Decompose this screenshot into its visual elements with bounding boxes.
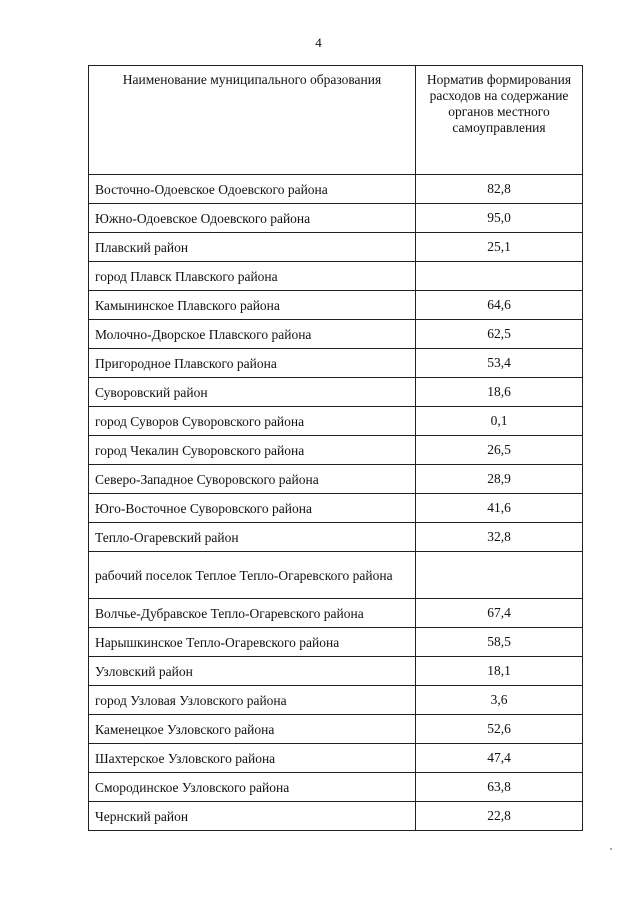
norm-value: 95,0 <box>416 204 583 233</box>
norm-value: 18,1 <box>416 657 583 686</box>
table-row <box>89 802 583 831</box>
norm-value: 28,9 <box>416 465 583 494</box>
table-row <box>89 436 583 465</box>
norm-value: 63,8 <box>416 773 583 802</box>
norm-value: 64,6 <box>416 291 583 320</box>
table-header-row <box>89 66 583 175</box>
table-row <box>89 628 583 657</box>
norm-value: 3,6 <box>416 686 583 715</box>
norm-value: 22,8 <box>416 802 583 831</box>
municipality-name: Камынинское Плавского района <box>89 291 416 320</box>
table-row <box>89 773 583 802</box>
norm-value: 82,8 <box>416 175 583 204</box>
norms-table <box>88 65 583 831</box>
municipality-name: Восточно-Одоевское Одоевского района <box>89 175 416 204</box>
municipality-name: Тепло-Огаревский район <box>89 523 416 552</box>
table-row <box>89 378 583 407</box>
table-row <box>89 686 583 715</box>
table-row <box>89 407 583 436</box>
norm-value: 62,5 <box>416 320 583 349</box>
table-row <box>89 599 583 628</box>
norm-value: 52,6 <box>416 715 583 744</box>
header-value-cell: Норматив формирования расходов на содержание органов местного самоуправления <box>416 66 583 175</box>
norm-value <box>416 262 583 291</box>
norm-value <box>416 552 583 599</box>
table-row <box>89 291 583 320</box>
table-row <box>89 744 583 773</box>
municipality-name: рабочий поселок Теплое Тепло-Огаревского района <box>89 552 416 599</box>
table-row <box>89 349 583 378</box>
table-row <box>89 552 583 599</box>
municipality-name: Шахтерское Узловского района <box>89 744 416 773</box>
scan-speck <box>610 848 612 850</box>
norm-value: 58,5 <box>416 628 583 657</box>
municipality-name: Узловский район <box>89 657 416 686</box>
norm-value: 32,8 <box>416 523 583 552</box>
header-name-cell: Наименование муниципального образования <box>89 66 416 175</box>
table-row <box>89 494 583 523</box>
municipality-name: Пригородное Плавского района <box>89 349 416 378</box>
municipality-name: Южно-Одоевское Одоевского района <box>89 204 416 233</box>
norm-value: 67,4 <box>416 599 583 628</box>
norm-value: 0,1 <box>416 407 583 436</box>
municipality-name: Юго-Восточное Суворовского района <box>89 494 416 523</box>
table-row <box>89 657 583 686</box>
norm-value: 26,5 <box>416 436 583 465</box>
municipality-name: Чернский район <box>89 802 416 831</box>
table-row <box>89 320 583 349</box>
norm-value: 18,6 <box>416 378 583 407</box>
table-row <box>89 465 583 494</box>
municipality-name: Молочно-Дворское Плавского района <box>89 320 416 349</box>
norm-value: 53,4 <box>416 349 583 378</box>
municipality-name: Волчье-Дубравское Тепло-Огаревского района <box>89 599 416 628</box>
norm-value: 47,4 <box>416 744 583 773</box>
municipality-name: город Узловая Узловского района <box>89 686 416 715</box>
norm-value: 25,1 <box>416 233 583 262</box>
municipality-name: Нарышкинское Тепло-Огаревского района <box>89 628 416 657</box>
table-row <box>89 715 583 744</box>
page-number: 4 <box>315 35 322 50</box>
table-row <box>89 262 583 291</box>
municipality-name: Каменецкое Узловского района <box>89 715 416 744</box>
municipality-name: Суворовский район <box>89 378 416 407</box>
municipality-name: Смородинское Узловского района <box>89 773 416 802</box>
municipality-name: город Плавск Плавского района <box>89 262 416 291</box>
municipality-name: город Суворов Суворовского района <box>89 407 416 436</box>
table-row <box>89 523 583 552</box>
municipality-name: город Чекалин Суворовского района <box>89 436 416 465</box>
table-row <box>89 233 583 262</box>
municipality-name: Северо-Западное Суворовского района <box>89 465 416 494</box>
norm-value: 41,6 <box>416 494 583 523</box>
table-row <box>89 175 583 204</box>
municipality-name: Плавский район <box>89 233 416 262</box>
table-row <box>89 204 583 233</box>
